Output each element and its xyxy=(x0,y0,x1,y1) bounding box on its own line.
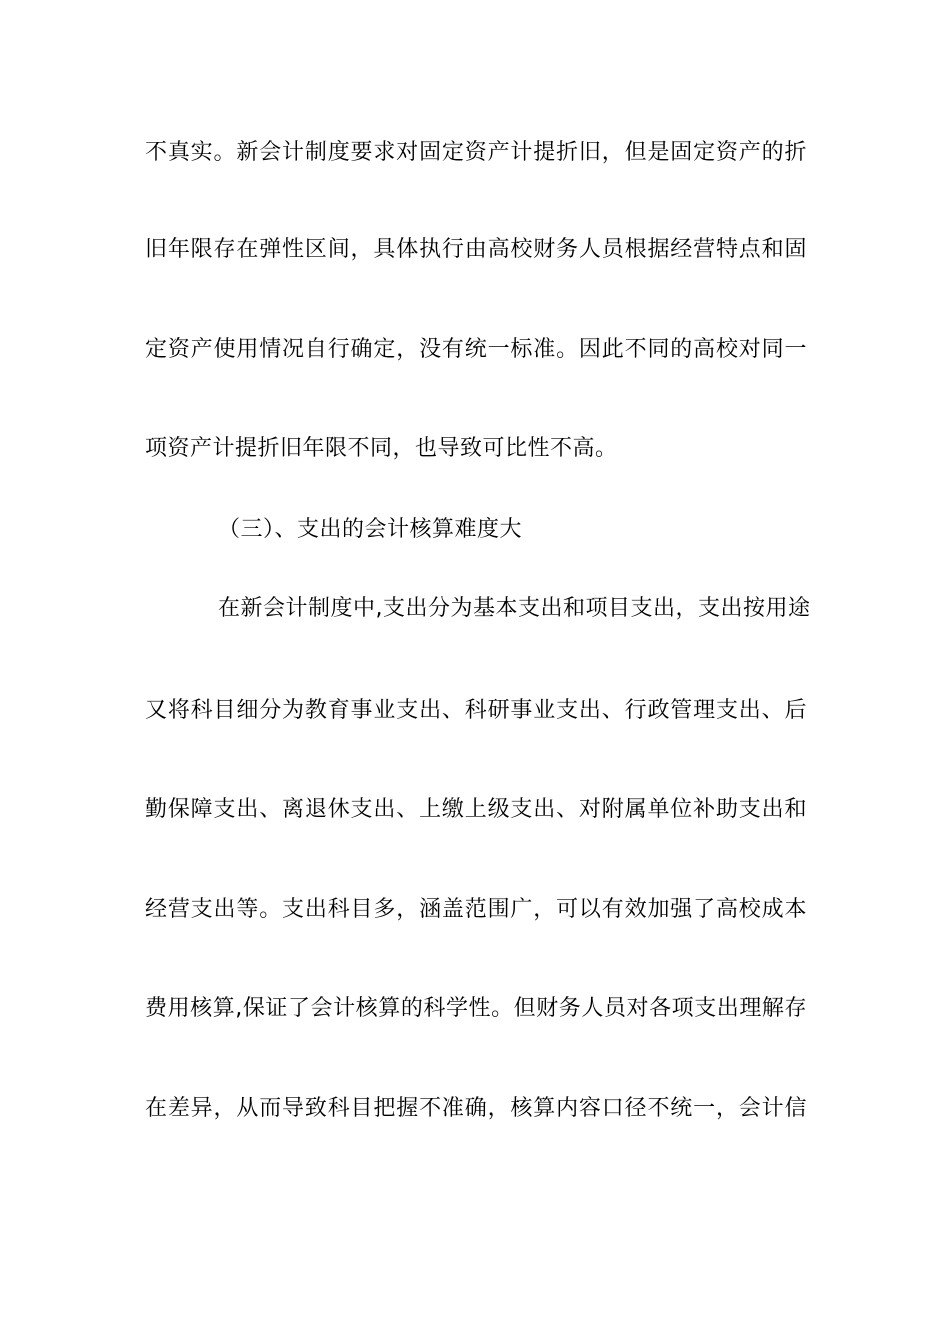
section-heading: （三）、支出的会计核算难度大 xyxy=(218,517,523,542)
paragraph-1-line-4: 项资产计提折旧年限不同，也导致可比性不高。 xyxy=(145,436,618,461)
paragraph-1-line-3: 定资产使用情况自行确定，没有统一标准。因此不同的高校对同一 xyxy=(145,337,807,362)
paragraph-2-line-3: 勤保障支出、离退休支出、上缴上级支出、对附属单位补助支出和 xyxy=(145,797,807,822)
paragraph-2-line-2: 又将科目细分为教育事业支出、科研事业支出、行政管理支出、后 xyxy=(145,698,807,723)
paragraph-1-line-2: 旧年限存在弹性区间，具体执行由高校财务人员根据经营特点和固 xyxy=(145,237,807,262)
paragraph-1-line-1: 不真实。新会计制度要求对固定资产计提折旧，但是固定资产的折 xyxy=(145,140,807,165)
paragraph-2-line-6: 在差异，从而导致科目把握不准确，核算内容口径不统一，会计信 xyxy=(145,1096,807,1121)
paragraph-2-line-4: 经营支出等。支出科目多，涵盖范围广，可以有效加强了高校成本 xyxy=(145,897,807,922)
paragraph-2-line-5: 费用核算,保证了会计核算的科学性。但财务人员对各项支出理解存 xyxy=(145,996,807,1021)
paragraph-2-line-1: 在新会计制度中,支出分为基本支出和项目支出，支出按用途 xyxy=(218,596,811,621)
